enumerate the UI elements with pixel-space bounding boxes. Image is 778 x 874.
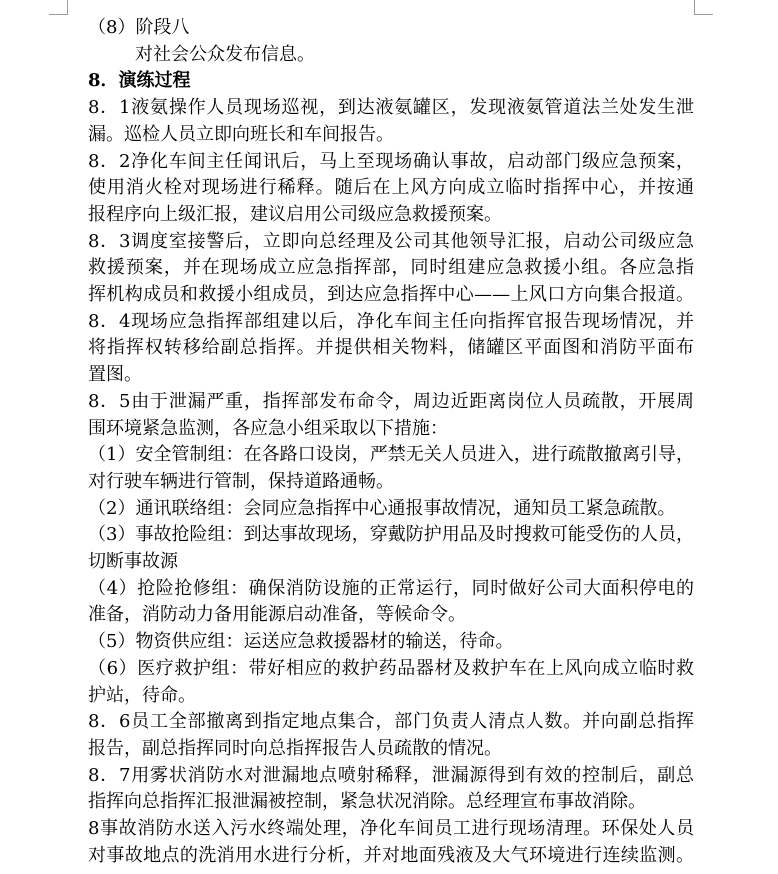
paragraph-line: 8．5由于泄漏严重，指挥部发布命令，周边近距离岗位人员疏散，开展周 — [88, 390, 694, 412]
paragraph-line: 8事故消防水送入污水终端处理，净化车间员工进行现场清理。环保处人员 — [88, 818, 694, 840]
paragraph-line: 8．3调度室接警后，立即向总经理及公司其他领导汇报，启动公司级应急 — [88, 230, 694, 252]
stage-heading: （8）阶段八 — [88, 17, 190, 38]
paragraph-8-7 — [88, 763, 694, 816]
paragraph-line: 8．4现场应急指挥部组建以后，净化车间主任向指挥官报告现场情况，并 — [88, 310, 694, 332]
paragraph-8-1 — [88, 95, 694, 148]
paragraph-line: （3）事故抢险组：到达事故现场，穿戴防护用品及时搜救可能受伤的人员， — [88, 524, 694, 546]
paragraph-line: 报告，副总指挥同时向总指挥报告人员疏散的情况。 — [88, 737, 502, 759]
paragraph-line: （4）抢险抢修组：确保消防设施的正常运行，同时做好公司大面积停电的 — [88, 577, 694, 599]
paragraph-measure-2 — [88, 496, 694, 523]
paragraph-measure-1 — [88, 442, 694, 495]
paragraph-line: 将指挥权转移给副总指挥。并提供相关物料，储罐区平面图和消防平面布 — [88, 337, 694, 359]
paragraph-line: 围环境紧急监测，各应急小组采取以下措施： — [88, 417, 448, 439]
paragraph-line: （2）通讯联络组：会同应急指挥中心通报事故情况，通知员工紧急疏散。 — [88, 497, 676, 519]
paragraph-line: 漏。巡检人员立即向班长和车间报告。 — [88, 123, 394, 145]
paragraph-line: 8．2净化车间主任闻讯后，马上至现场确认事故，启动部门级应急预案， — [88, 150, 694, 172]
paragraph-8-2 — [88, 149, 694, 229]
paragraph-line: 挥机构成员和救援小组成员，到达应急指挥中心——上风口方向集合报道。 — [88, 284, 694, 306]
page-corner-mark-left-vertical — [67, 0, 68, 15]
stage-heading-paragraph — [88, 15, 694, 42]
paragraph-8-cleanup — [88, 816, 694, 869]
paragraph-line: （5）物资供应组：运送应急救援器材的输送，待命。 — [88, 631, 514, 653]
paragraph-8-4 — [88, 309, 694, 389]
page-corner-mark-right-horizontal — [694, 14, 713, 15]
paragraph-line: 置图。 — [88, 364, 142, 386]
paragraph-line: 8．7用雾状消防水对泄漏地点喷射稀释，泄漏源得到有效的控制后，副总 — [88, 764, 694, 786]
paragraph-line: 指挥向总指挥汇报泄漏被控制，紧急状况消除。总经理宣布事故消除。 — [88, 791, 646, 813]
stage-text-paragraph — [88, 42, 694, 69]
paragraph-measure-3 — [88, 522, 694, 575]
document-body[interactable] — [88, 15, 694, 870]
paragraph-line: （6）医疗救护组：带好相应的救护药品器材及救护车在上风向成立临时救 — [88, 657, 694, 679]
paragraph-line: 对事故地点的洗消用水进行分析，并对地面残液及大气环境进行连续监测。 — [88, 844, 694, 866]
stage-text: 对社会公众发布信息。 — [135, 43, 315, 65]
page-corner-mark-left-horizontal — [49, 14, 68, 15]
paragraph-measure-5 — [88, 629, 694, 656]
paragraph-line: 切断事故源 — [88, 551, 178, 573]
paragraph-measure-6 — [88, 656, 694, 709]
paragraph-8-6 — [88, 709, 694, 762]
paragraph-line: 救援预案，并在现场成立应急指挥部，同时组建应急救援小组。各应急指 — [88, 257, 694, 279]
paragraph-line: 8．1液氨操作人员现场巡视，到达液氨罐区，发现液氨管道法兰处发生泄 — [88, 97, 694, 119]
section-title: 8．演练过程 — [88, 70, 191, 92]
section-title-paragraph — [88, 68, 694, 95]
paragraph-8-3 — [88, 229, 694, 309]
paragraph-line: 对行驶车辆进行管制，保持道路通畅。 — [88, 470, 394, 492]
page-corner-mark-right-vertical — [694, 0, 695, 15]
paragraph-line: （1）安全管制组：在各路口设岗，严禁无关人员进入，进行疏散撤离引导， — [88, 444, 694, 466]
paragraph-line: 护站，待命。 — [88, 684, 196, 706]
paragraph-measure-4 — [88, 576, 694, 629]
paragraph-line: 报程序向上级汇报，建议启用公司级应急救援预案。 — [88, 203, 502, 225]
paragraph-line: 8．6员工全部撤离到指定地点集合，部门负责人清点人数。并向副总指挥 — [88, 711, 694, 733]
paragraph-line: 准备，消防动力备用能源启动准备，等候命令。 — [88, 604, 466, 626]
paragraph-8-5 — [88, 389, 694, 442]
paragraph-line: 使用消火栓对现场进行稀释。随后在上风方向成立临时指挥中心，并按通 — [88, 177, 694, 199]
